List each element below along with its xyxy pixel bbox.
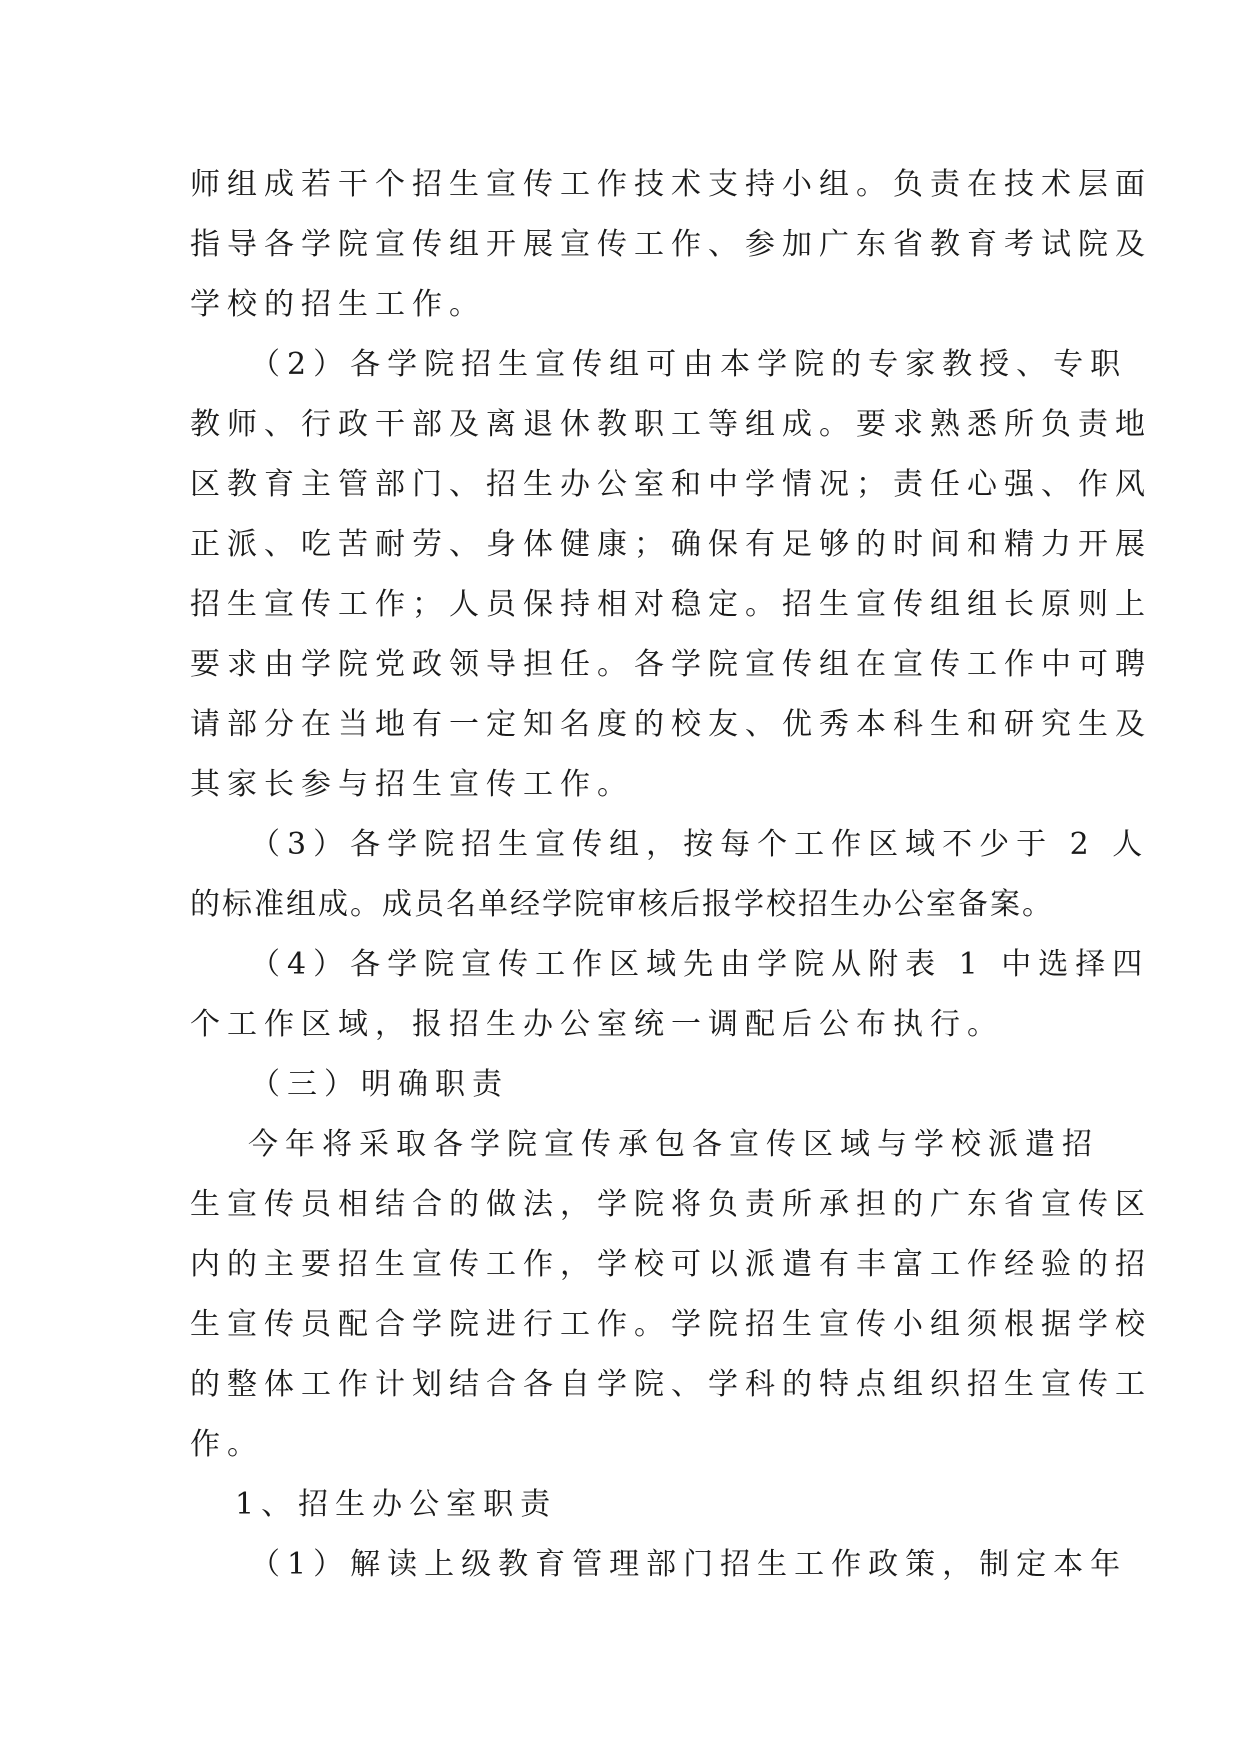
paragraph-line: 的整体工作计划结合各自学院、学科的特点组织招生宣传工	[190, 1367, 1152, 1402]
document-body	[190, 155, 1152, 1595]
paragraph-line: （3）各学院招生宣传组，按每个工作区域不少于 2 人	[250, 827, 1150, 862]
paragraph-line: 个工作区域，报招生办公室统一调配后公布执行。	[190, 1007, 1004, 1042]
paragraph-line: 作。	[190, 1427, 264, 1462]
paragraph-line: 生宣传员配合学院进行工作。学院招生宣传小组须根据学校	[190, 1307, 1152, 1342]
paragraph-line: 师组成若干个招生宣传工作技术支持小组。负责在技术层面	[190, 167, 1152, 202]
paragraph-line: 的标准组成。成员名单经学院审核后报学校招生办公室备案。	[190, 887, 1054, 922]
paragraph-line: 教师、行政干部及离退休教职工等组成。要求熟悉所负责地	[190, 407, 1152, 442]
paragraph-line: 生宣传员相结合的做法，学院将负责所承担的广东省宣传区	[190, 1187, 1152, 1222]
paragraph-line: （4）各学院宣传工作区域先由学院从附表 1 中选择四	[250, 947, 1150, 982]
subsection-heading: 1、招生办公室职责	[235, 1487, 558, 1522]
paragraph-line: 今年将采取各学院宣传承包各宣传区域与学校派遣招	[248, 1127, 1099, 1162]
paragraph-line: 要求由学院党政领导担任。各学院宣传组在宣传工作中可聘	[190, 647, 1152, 682]
paragraph-line: （2）各学院招生宣传组可由本学院的专家教授、专职	[250, 347, 1128, 382]
section-heading: （三）明确职责	[250, 1067, 509, 1102]
paragraph-line: 学校的招生工作。	[190, 287, 486, 322]
paragraph-line: 其家长参与招生宣传工作。	[190, 767, 634, 802]
paragraph-line: 正派、吃苦耐劳、身体健康；确保有足够的时间和精力开展	[190, 527, 1152, 562]
paragraph-line: 请部分在当地有一定知名度的校友、优秀本科生和研究生及	[190, 707, 1152, 742]
paragraph-line: 区教育主管部门、招生办公室和中学情况；责任心强、作风	[190, 467, 1152, 502]
paragraph-line: 招生宣传工作；人员保持相对稳定。招生宣传组组长原则上	[190, 587, 1152, 622]
paragraph-line: 内的主要招生宣传工作，学校可以派遣有丰富工作经验的招	[190, 1247, 1152, 1282]
paragraph-line: （1）解读上级教育管理部门招生工作政策，制定本年	[250, 1547, 1128, 1582]
paragraph-line: 指导各学院宣传组开展宣传工作、参加广东省教育考试院及	[190, 227, 1152, 262]
